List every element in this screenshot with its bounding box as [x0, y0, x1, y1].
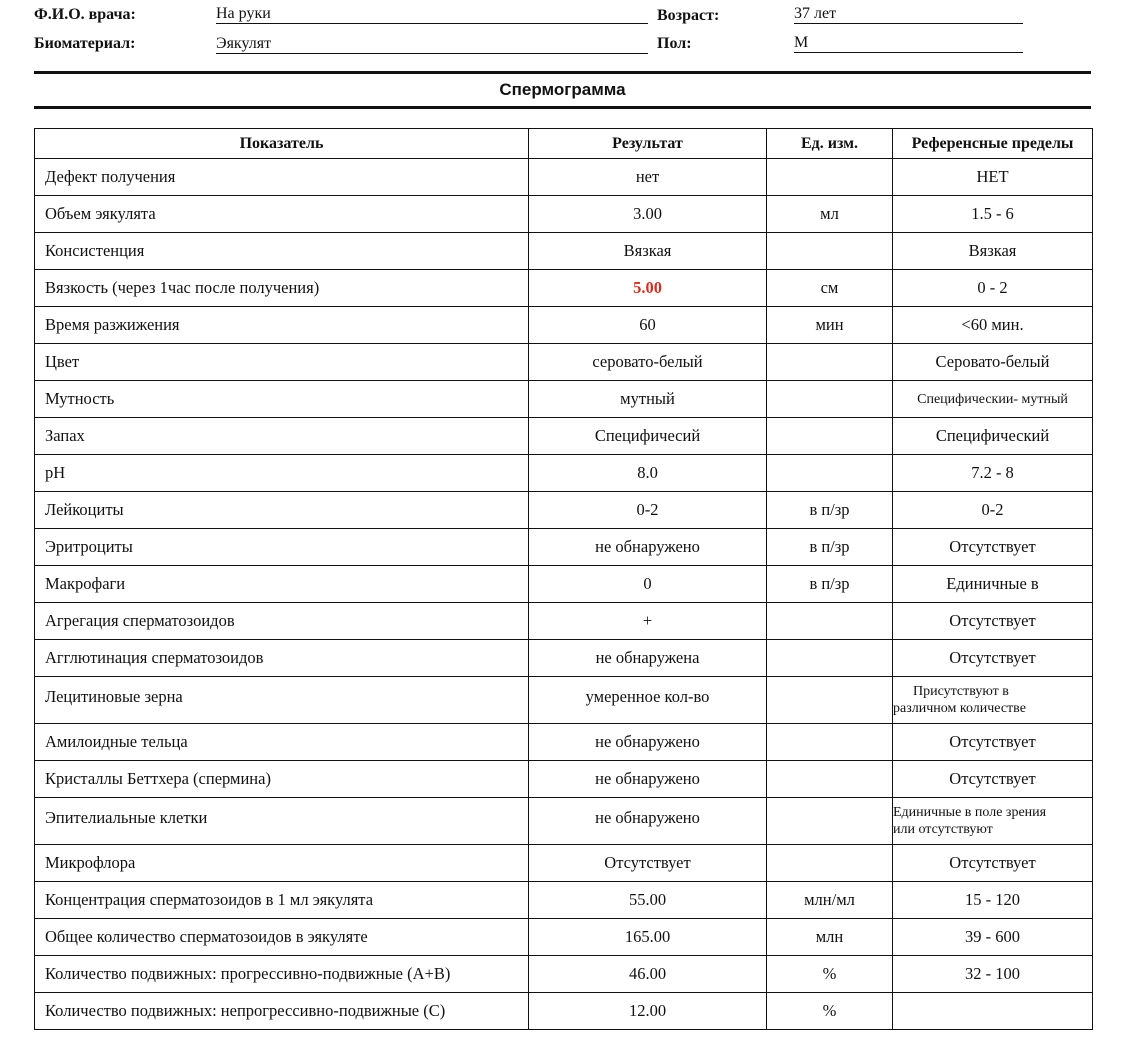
unit-value: [767, 845, 893, 882]
table-row: [35, 529, 1093, 566]
reference-range: Отсутствует: [893, 761, 1093, 798]
table-row: [35, 993, 1093, 1030]
result-value: [529, 381, 767, 418]
table-row: [35, 381, 1093, 418]
result-value: [529, 159, 767, 196]
table-row: [35, 455, 1093, 492]
age-label: Возраст:: [657, 7, 720, 24]
parameter-name: Концентрация сперматозоидов в 1 мл эякулята: [35, 882, 529, 919]
result-text: 0: [643, 574, 652, 593]
reference-range: [893, 677, 1093, 724]
reference-line-1: Единичные в поле зрения: [893, 805, 1047, 820]
reference-range: 39 - 600: [893, 919, 1093, 956]
title-rule: [34, 106, 1091, 109]
unit-value: в п/зр: [767, 492, 893, 529]
unit-value: [767, 798, 893, 845]
unit-value: [767, 761, 893, 798]
parameter-name: Амилоидные тельца: [35, 724, 529, 761]
result-value: [529, 640, 767, 677]
parameter-name: Количество подвижных: прогрессивно-подвижные (А+В): [35, 956, 529, 993]
unit-value: [767, 233, 893, 270]
result-text: 3.00: [633, 204, 662, 223]
parameter-name: Цвет: [35, 344, 529, 381]
unit-value: [767, 381, 893, 418]
result-value: [529, 919, 767, 956]
result-text: +: [642, 611, 653, 630]
result-value: [529, 455, 767, 492]
unit-value: [767, 603, 893, 640]
unit-value: в п/зр: [767, 566, 893, 603]
column-header: Показатель: [35, 129, 529, 159]
table-row: [35, 344, 1093, 381]
reference-range: [893, 993, 1093, 1030]
reference-range: Специфическии- мутный: [893, 381, 1093, 418]
column-header: Ед. изм.: [767, 129, 893, 159]
reference-range: 1.5 - 6: [893, 196, 1093, 233]
reference-range: 0 - 2: [893, 270, 1093, 307]
reference-range: Единичные в: [893, 566, 1093, 603]
result-value: [529, 845, 767, 882]
table-row: [35, 196, 1093, 233]
parameter-name: Агглютинация сперматозоидов: [35, 640, 529, 677]
sex-label: Пол:: [657, 35, 692, 52]
result-value: [529, 233, 767, 270]
parameter-name: Лецитиновые зерна: [35, 677, 529, 724]
result-value: [529, 529, 767, 566]
results-table: [34, 128, 1093, 1030]
parameter-name: Объем эякулята: [35, 196, 529, 233]
table-header-row: [35, 129, 1093, 159]
table-row: [35, 307, 1093, 344]
reference-range: Серовато-белый: [893, 344, 1093, 381]
parameter-name: pH: [35, 455, 529, 492]
reference-line-2: различном количестве: [893, 701, 1026, 716]
result-text: 5.00: [633, 278, 662, 297]
reference-range: Специфический: [893, 418, 1093, 455]
age-value: 37 лет: [794, 6, 1023, 24]
result-text: не обнаружено: [595, 732, 700, 751]
result-text: умеренное кол-во: [585, 687, 710, 706]
reference-range: 32 - 100: [893, 956, 1093, 993]
result-text: 55.00: [628, 890, 667, 909]
table-row: [35, 233, 1093, 270]
parameter-name: Кристаллы Беттхера (спермина): [35, 761, 529, 798]
result-text: не обнаружена: [595, 648, 700, 667]
column-header: Референсные пределы: [893, 129, 1093, 159]
unit-value: мин: [767, 307, 893, 344]
result-text: 60: [639, 315, 656, 334]
table-row: [35, 566, 1093, 603]
table-row: [35, 159, 1093, 196]
reference-range: Отсутствует: [893, 724, 1093, 761]
reference-range: 7.2 - 8: [893, 455, 1093, 492]
unit-value: см: [767, 270, 893, 307]
parameter-name: Эпителиальные клетки: [35, 798, 529, 845]
table-row: [35, 603, 1093, 640]
result-text: 46.00: [628, 964, 667, 983]
reference-range: Отсутствует: [893, 529, 1093, 566]
parameter-name: Вязкость (через 1час после получения): [35, 270, 529, 307]
unit-value: [767, 418, 893, 455]
unit-value: [767, 677, 893, 724]
unit-value: %: [767, 993, 893, 1030]
reference-range: Вязкая: [893, 233, 1093, 270]
result-text: нет: [635, 167, 660, 186]
parameter-name: Микрофлора: [35, 845, 529, 882]
biomaterial-value: Эякулят: [216, 36, 648, 54]
result-text: серовато-белый: [592, 352, 703, 371]
reference-range: НЕТ: [893, 159, 1093, 196]
parameter-name: Агрегация сперматозоидов: [35, 603, 529, 640]
table-row: [35, 270, 1093, 307]
result-text: 0-2: [636, 500, 659, 519]
unit-value: [767, 640, 893, 677]
table-row: [35, 845, 1093, 882]
result-text: Специфичесий: [594, 426, 701, 445]
unit-value: мл: [767, 196, 893, 233]
parameter-name: Запах: [35, 418, 529, 455]
parameter-name: Общее количество сперматозоидов в эякуляте: [35, 919, 529, 956]
reference-range: Отсутствует: [893, 640, 1093, 677]
unit-value: %: [767, 956, 893, 993]
result-value: [529, 566, 767, 603]
parameter-name: Время разжижения: [35, 307, 529, 344]
result-text: мутный: [620, 389, 675, 408]
unit-value: в п/зр: [767, 529, 893, 566]
result-text: Вязкая: [623, 241, 672, 260]
table-row: [35, 882, 1093, 919]
table-row: [35, 640, 1093, 677]
doctor-value: На руки: [216, 6, 648, 24]
sex-value: М: [794, 35, 1023, 53]
biomaterial-label: Биоматериал:: [34, 35, 136, 52]
table-row: [35, 724, 1093, 761]
result-value: [529, 761, 767, 798]
result-value: [529, 418, 767, 455]
result-value: [529, 677, 767, 724]
result-value: [529, 993, 767, 1030]
table-row: [35, 919, 1093, 956]
parameter-name: Консистенция: [35, 233, 529, 270]
table-row: [35, 761, 1093, 798]
table-row: [35, 956, 1093, 993]
parameter-name: Количество подвижных: непрогрессивно-подвижные (С): [35, 993, 529, 1030]
reference-range: Отсутствует: [893, 603, 1093, 640]
unit-value: млн/мл: [767, 882, 893, 919]
reference-range: [893, 798, 1093, 845]
result-value-flagged: [529, 270, 767, 307]
result-value: [529, 724, 767, 761]
reference-range: Отсутствует: [893, 845, 1093, 882]
result-text: не обнаружено: [595, 537, 700, 556]
top-rule: [34, 71, 1091, 74]
result-value: [529, 603, 767, 640]
reference-range: <60 мин.: [893, 307, 1093, 344]
table-row: [35, 492, 1093, 529]
unit-value: [767, 344, 893, 381]
reference-range: 15 - 120: [893, 882, 1093, 919]
result-value: [529, 798, 767, 845]
parameter-name: Дефект получения: [35, 159, 529, 196]
unit-value: млн: [767, 919, 893, 956]
result-value: [529, 344, 767, 381]
table-row: [35, 418, 1093, 455]
reference-line-1: Присутствуют в: [913, 684, 1009, 699]
reference-range: 0-2: [893, 492, 1093, 529]
table-row: [35, 798, 1093, 845]
result-value: [529, 882, 767, 919]
result-text: 12.00: [628, 1001, 667, 1020]
result-value: [529, 196, 767, 233]
doctor-label: Ф.И.О. врача:: [34, 6, 136, 23]
reference-line-2: или отсутствуют: [893, 822, 993, 837]
parameter-name: Лейкоциты: [35, 492, 529, 529]
unit-value: [767, 159, 893, 196]
result-value: [529, 956, 767, 993]
result-text: Отсутствует: [604, 853, 691, 872]
result-value: [529, 492, 767, 529]
result-text: не обнаружено: [595, 808, 700, 827]
result-text: не обнаружено: [595, 769, 700, 788]
result-text: 8.0: [637, 463, 658, 482]
result-text: 165.00: [624, 927, 671, 946]
parameter-name: Макрофаги: [35, 566, 529, 603]
table-row: [35, 677, 1093, 724]
column-header: Результат: [529, 129, 767, 159]
unit-value: [767, 724, 893, 761]
parameter-name: Мутность: [35, 381, 529, 418]
unit-value: [767, 455, 893, 492]
result-value: [529, 307, 767, 344]
parameter-name: Эритроциты: [35, 529, 529, 566]
page-title: Спермограмма: [499, 80, 626, 99]
